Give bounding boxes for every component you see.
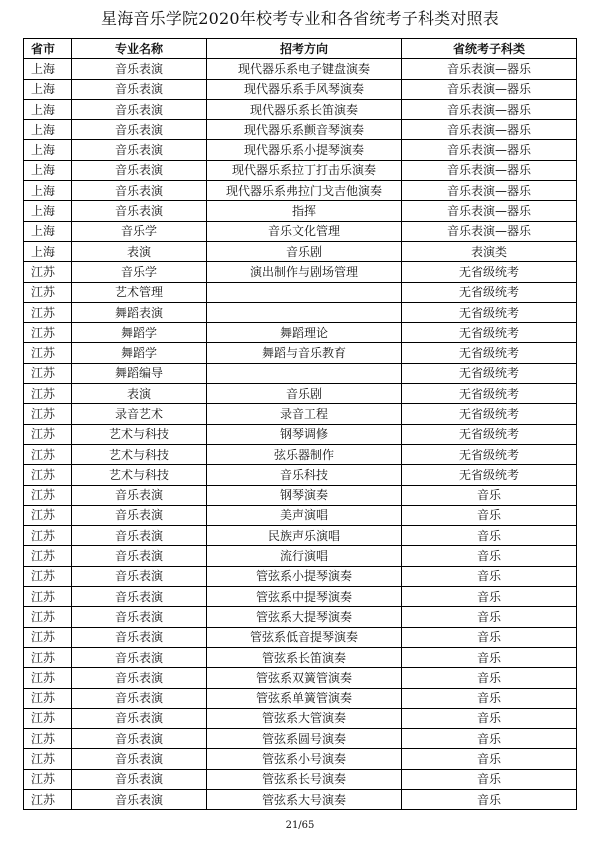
cell-major: 音乐表演 [72, 627, 207, 647]
cell-subcategory: 音乐表演—器乐 [402, 201, 577, 221]
cell-subcategory: 无省级统考 [402, 404, 577, 424]
table-row [24, 505, 577, 525]
cell-major: 音乐表演 [72, 587, 207, 607]
cell-province: 江苏 [24, 485, 72, 505]
table-row [24, 769, 577, 789]
table-row [24, 729, 577, 749]
cell-subcategory: 音乐表演—器乐 [402, 221, 577, 241]
table-body [24, 59, 577, 810]
cell-province: 江苏 [24, 465, 72, 485]
cell-province: 上海 [24, 241, 72, 261]
cell-major: 表演 [72, 241, 207, 261]
cell-direction: 管弦系大提琴演奏 [207, 607, 402, 627]
cell-direction: 钢琴演奏 [207, 485, 402, 505]
cell-direction: 管弦系双簧管演奏 [207, 668, 402, 688]
cell-subcategory: 音乐 [402, 627, 577, 647]
cell-major: 艺术与科技 [72, 444, 207, 464]
cell-major: 音乐表演 [72, 688, 207, 708]
header-major: 专业名称 [72, 39, 207, 59]
cell-subcategory: 音乐 [402, 587, 577, 607]
cell-subcategory: 无省级统考 [402, 424, 577, 444]
cell-province: 江苏 [24, 323, 72, 343]
cell-province: 江苏 [24, 769, 72, 789]
table-row [24, 587, 577, 607]
cell-province: 上海 [24, 140, 72, 160]
table-row [24, 181, 577, 201]
cell-province: 江苏 [24, 282, 72, 302]
cell-direction: 管弦系大管演奏 [207, 708, 402, 728]
table-row [24, 627, 577, 647]
cell-major: 音乐表演 [72, 160, 207, 180]
cell-direction: 现代器乐系小提琴演奏 [207, 140, 402, 160]
cell-subcategory: 音乐 [402, 607, 577, 627]
table-row [24, 59, 577, 79]
cell-major: 音乐表演 [72, 201, 207, 221]
cell-province: 江苏 [24, 363, 72, 383]
cell-subcategory: 音乐表演—器乐 [402, 99, 577, 119]
cell-major: 音乐表演 [72, 99, 207, 119]
table-row [24, 282, 577, 302]
cell-major: 音乐表演 [72, 120, 207, 140]
cell-major: 表演 [72, 384, 207, 404]
cell-direction: 管弦系长号演奏 [207, 769, 402, 789]
cell-province: 江苏 [24, 424, 72, 444]
cell-subcategory: 无省级统考 [402, 384, 577, 404]
cell-province: 江苏 [24, 749, 72, 769]
cell-direction: 现代器乐系电子键盘演奏 [207, 59, 402, 79]
cell-subcategory: 无省级统考 [402, 363, 577, 383]
cell-province: 江苏 [24, 505, 72, 525]
cell-subcategory: 音乐 [402, 566, 577, 586]
cell-direction: 音乐科技 [207, 465, 402, 485]
cell-province: 江苏 [24, 343, 72, 363]
table-row [24, 749, 577, 769]
table-row [24, 262, 577, 282]
cell-province: 江苏 [24, 708, 72, 728]
cell-major: 音乐表演 [72, 485, 207, 505]
cell-subcategory: 音乐 [402, 749, 577, 769]
table-row [24, 120, 577, 140]
table-row [24, 465, 577, 485]
cell-province: 江苏 [24, 607, 72, 627]
table-row [24, 789, 577, 809]
table-row [24, 363, 577, 383]
table-row [24, 160, 577, 180]
cell-direction: 指挥 [207, 201, 402, 221]
cell-direction: 流行演唱 [207, 546, 402, 566]
cell-province: 江苏 [24, 627, 72, 647]
cell-subcategory: 无省级统考 [402, 302, 577, 322]
table-row [24, 485, 577, 505]
cell-direction: 音乐文化管理 [207, 221, 402, 241]
cell-direction: 弦乐器制作 [207, 444, 402, 464]
cell-major: 音乐表演 [72, 729, 207, 749]
cell-direction: 演出制作与剧场管理 [207, 262, 402, 282]
table-row [24, 99, 577, 119]
cell-direction [207, 363, 402, 383]
cell-subcategory: 音乐表演—器乐 [402, 181, 577, 201]
table-row [24, 566, 577, 586]
cell-major: 音乐表演 [72, 181, 207, 201]
cell-subcategory: 音乐表演—器乐 [402, 120, 577, 140]
comparison-table [23, 38, 577, 810]
cell-subcategory: 音乐 [402, 688, 577, 708]
cell-province: 江苏 [24, 789, 72, 809]
cell-direction: 录音工程 [207, 404, 402, 424]
cell-subcategory: 音乐表演—器乐 [402, 160, 577, 180]
cell-major: 艺术管理 [72, 282, 207, 302]
cell-direction: 管弦系低音提琴演奏 [207, 627, 402, 647]
table-row [24, 343, 577, 363]
header-subcategory: 省统考子科类 [402, 39, 577, 59]
cell-province: 江苏 [24, 444, 72, 464]
cell-major: 音乐表演 [72, 546, 207, 566]
table-row [24, 323, 577, 343]
cell-direction: 现代器乐系弗拉门戈吉他演奏 [207, 181, 402, 201]
table-row [24, 241, 577, 261]
cell-major: 音乐表演 [72, 749, 207, 769]
cell-province: 上海 [24, 79, 72, 99]
cell-province: 江苏 [24, 668, 72, 688]
cell-province: 江苏 [24, 647, 72, 667]
cell-major: 音乐学 [72, 221, 207, 241]
cell-direction: 管弦系单簧管演奏 [207, 688, 402, 708]
cell-subcategory: 无省级统考 [402, 444, 577, 464]
cell-major: 音乐表演 [72, 789, 207, 809]
header-province: 省市 [24, 39, 72, 59]
cell-subcategory: 音乐 [402, 647, 577, 667]
table-row [24, 688, 577, 708]
cell-major: 音乐表演 [72, 79, 207, 99]
cell-direction: 管弦系圆号演奏 [207, 729, 402, 749]
cell-subcategory: 无省级统考 [402, 282, 577, 302]
table-row [24, 404, 577, 424]
cell-subcategory: 无省级统考 [402, 262, 577, 282]
cell-subcategory: 音乐表演—器乐 [402, 79, 577, 99]
cell-direction: 管弦系长笛演奏 [207, 647, 402, 667]
table-row [24, 526, 577, 546]
cell-direction: 现代器乐系长笛演奏 [207, 99, 402, 119]
cell-direction: 舞蹈与音乐教育 [207, 343, 402, 363]
table-row [24, 668, 577, 688]
table-row [24, 79, 577, 99]
cell-subcategory: 音乐 [402, 789, 577, 809]
cell-major: 音乐表演 [72, 140, 207, 160]
cell-major: 音乐表演 [72, 607, 207, 627]
cell-province: 上海 [24, 59, 72, 79]
cell-province: 上海 [24, 99, 72, 119]
cell-subcategory: 音乐 [402, 729, 577, 749]
cell-major: 音乐表演 [72, 708, 207, 728]
document-title: 星海音乐学院2020年校考专业和各省统考子科类对照表 [101, 9, 499, 28]
cell-direction: 钢琴调修 [207, 424, 402, 444]
cell-province: 上海 [24, 221, 72, 241]
cell-direction: 管弦系中提琴演奏 [207, 587, 402, 607]
cell-province: 江苏 [24, 302, 72, 322]
cell-province: 上海 [24, 120, 72, 140]
cell-major: 音乐表演 [72, 668, 207, 688]
table-row [24, 647, 577, 667]
cell-subcategory: 音乐表演—器乐 [402, 140, 577, 160]
cell-province: 江苏 [24, 587, 72, 607]
table-row [24, 384, 577, 404]
cell-direction: 民族声乐演唱 [207, 526, 402, 546]
cell-major: 音乐表演 [72, 566, 207, 586]
cell-major: 音乐表演 [72, 526, 207, 546]
cell-major: 音乐表演 [72, 505, 207, 525]
cell-province: 江苏 [24, 526, 72, 546]
cell-direction: 管弦系小提琴演奏 [207, 566, 402, 586]
cell-direction [207, 282, 402, 302]
cell-direction: 音乐剧 [207, 241, 402, 261]
cell-direction: 美声演唱 [207, 505, 402, 525]
cell-major: 艺术与科技 [72, 465, 207, 485]
table-row [24, 444, 577, 464]
cell-subcategory: 音乐 [402, 526, 577, 546]
cell-subcategory: 音乐 [402, 485, 577, 505]
table-row [24, 140, 577, 160]
cell-major: 音乐表演 [72, 647, 207, 667]
cell-direction: 现代器乐系拉丁打击乐演奏 [207, 160, 402, 180]
cell-province: 上海 [24, 181, 72, 201]
table-row [24, 201, 577, 221]
table-row [24, 708, 577, 728]
page-number: 21/65 [285, 820, 315, 831]
cell-subcategory: 音乐 [402, 668, 577, 688]
cell-major: 音乐表演 [72, 59, 207, 79]
header-direction: 招考方向 [207, 39, 402, 59]
table-row [24, 221, 577, 241]
cell-direction [207, 302, 402, 322]
cell-major: 录音艺术 [72, 404, 207, 424]
cell-direction: 现代器乐系颤音琴演奏 [207, 120, 402, 140]
cell-major: 舞蹈学 [72, 323, 207, 343]
cell-province: 江苏 [24, 384, 72, 404]
cell-major: 艺术与科技 [72, 424, 207, 444]
cell-subcategory: 无省级统考 [402, 323, 577, 343]
cell-subcategory: 无省级统考 [402, 343, 577, 363]
cell-subcategory: 无省级统考 [402, 465, 577, 485]
cell-province: 江苏 [24, 546, 72, 566]
cell-major: 音乐表演 [72, 769, 207, 789]
cell-major: 舞蹈表演 [72, 302, 207, 322]
cell-subcategory: 音乐 [402, 769, 577, 789]
cell-major: 音乐学 [72, 262, 207, 282]
table-header-row [24, 39, 577, 59]
cell-subcategory: 音乐表演—器乐 [402, 59, 577, 79]
cell-province: 江苏 [24, 566, 72, 586]
table-row [24, 607, 577, 627]
cell-province: 上海 [24, 160, 72, 180]
table-row [24, 302, 577, 322]
table-row [24, 424, 577, 444]
cell-subcategory: 音乐 [402, 505, 577, 525]
cell-direction: 管弦系小号演奏 [207, 749, 402, 769]
cell-subcategory: 音乐 [402, 546, 577, 566]
cell-direction: 现代器乐系手风琴演奏 [207, 79, 402, 99]
cell-subcategory: 音乐 [402, 708, 577, 728]
cell-major: 舞蹈编导 [72, 363, 207, 383]
cell-direction: 管弦系大号演奏 [207, 789, 402, 809]
cell-direction: 音乐剧 [207, 384, 402, 404]
cell-direction: 舞蹈理论 [207, 323, 402, 343]
cell-province: 江苏 [24, 729, 72, 749]
cell-major: 舞蹈学 [72, 343, 207, 363]
cell-province: 江苏 [24, 688, 72, 708]
cell-subcategory: 表演类 [402, 241, 577, 261]
cell-province: 江苏 [24, 404, 72, 424]
cell-province: 上海 [24, 201, 72, 221]
cell-province: 江苏 [24, 262, 72, 282]
table-row [24, 546, 577, 566]
